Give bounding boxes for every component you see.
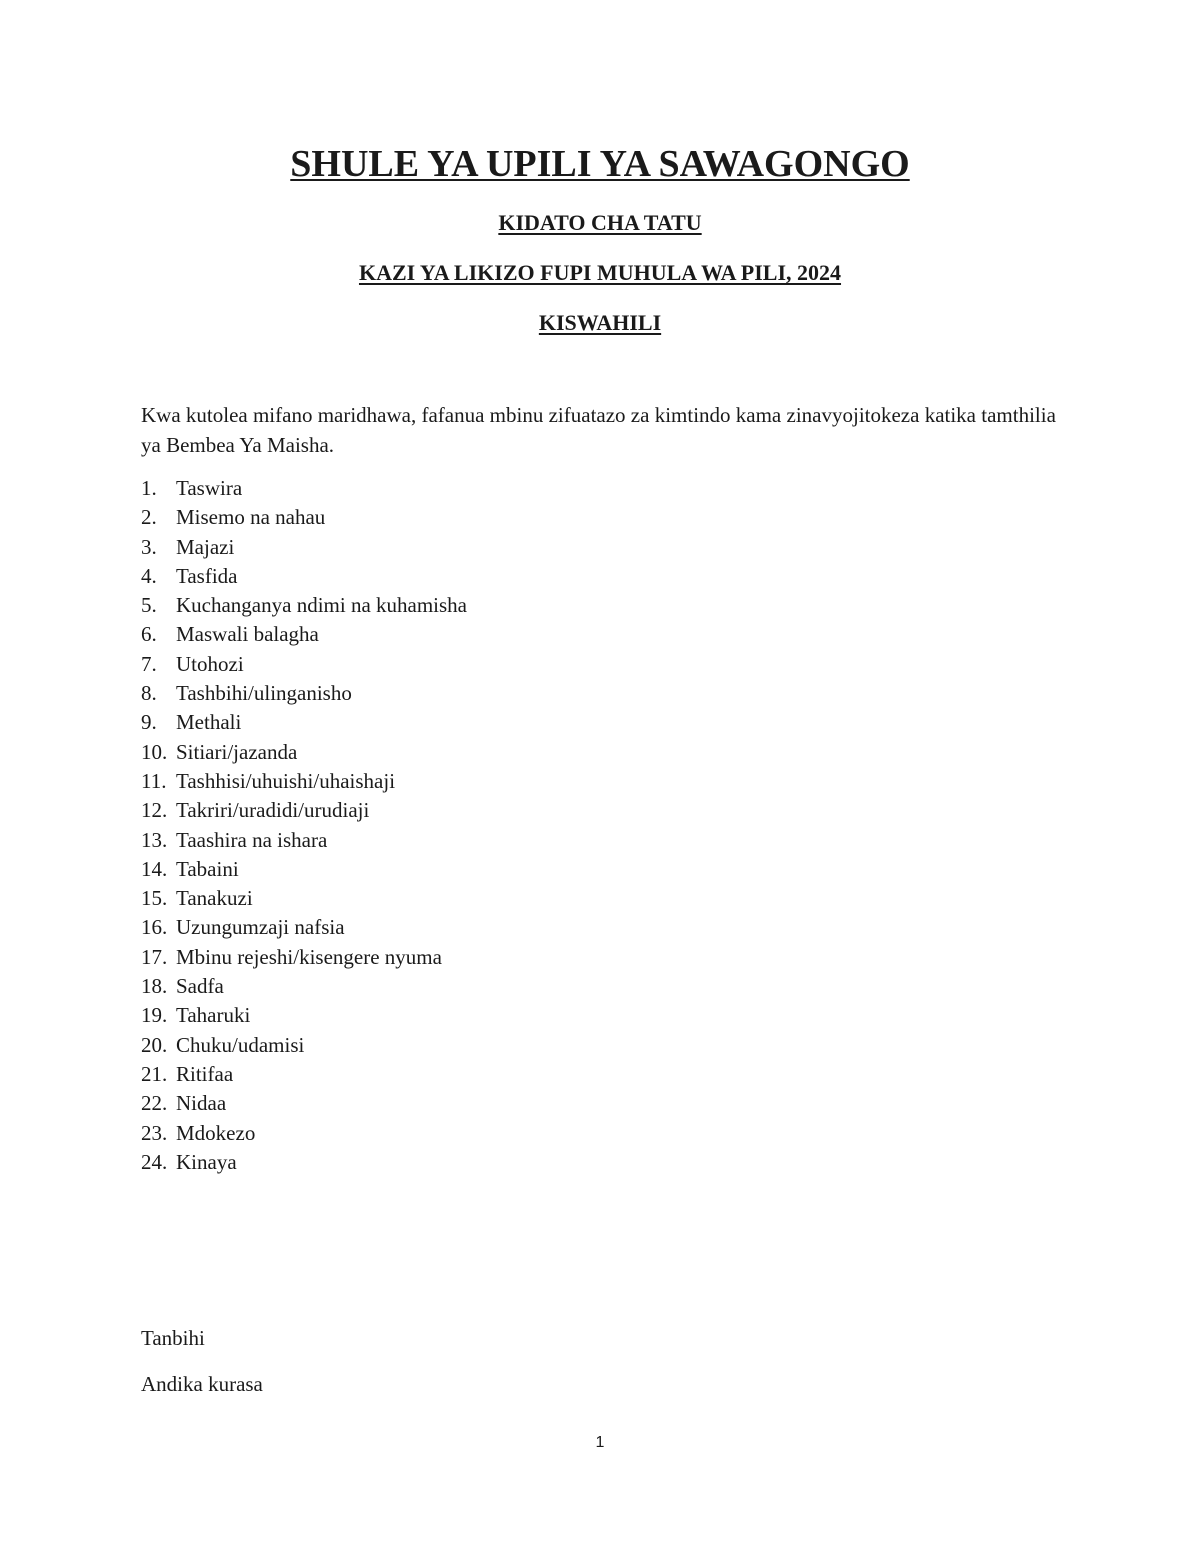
- list-item-number: 14.: [141, 856, 168, 881]
- list-item-label: Mbinu rejeshi/kisengere nyuma: [176, 944, 442, 969]
- list-item-label: Tashbihi/ulinganisho: [176, 681, 352, 706]
- list-item-label: Ritifaa: [176, 1061, 234, 1086]
- list-item-number: 6.: [141, 622, 157, 647]
- list-item-label: Taashira na ishara: [176, 827, 328, 852]
- list-item: [141, 738, 467, 767]
- list-item-label: Taharuki: [176, 1003, 251, 1028]
- list-item-number: 1.: [141, 476, 157, 500]
- note-body: Andika kurasa: [141, 1372, 263, 1396]
- list-item-label: Misemo na nahau: [176, 505, 326, 530]
- list-item-label: Tanakuzi: [176, 886, 253, 911]
- note-title: Tanbihi: [141, 1326, 205, 1350]
- form-level: KIDATO CHA TATU: [498, 210, 702, 235]
- list-item-number: 22.: [141, 1091, 168, 1116]
- page-number: 1: [595, 1434, 605, 1451]
- list-item-number: 16.: [141, 915, 168, 940]
- list-item: [141, 943, 467, 972]
- list-item: [141, 503, 467, 532]
- list-item: [141, 1089, 467, 1118]
- list-item-number: 23.: [141, 1120, 168, 1145]
- list-item: [141, 620, 467, 649]
- list-item-label: Tashhisi/uhuishi/uhaishaji: [176, 768, 396, 793]
- list-item-label: Chuku/udamisi: [176, 1032, 305, 1057]
- list-item-number: 10.: [141, 739, 168, 764]
- list-item: [141, 474, 467, 503]
- list-item: [141, 533, 467, 562]
- list-item-number: 12.: [141, 798, 168, 823]
- list-item: [141, 650, 467, 679]
- list-item: [141, 972, 467, 1001]
- list-item-number: 8.: [141, 681, 157, 706]
- stylistic-devices-list: [141, 474, 467, 1177]
- list-item-number: 19.: [141, 1003, 168, 1028]
- list-item: [141, 826, 467, 855]
- list-item-number: 21.: [141, 1061, 168, 1086]
- list-item-label: Nidaa: [176, 1091, 227, 1116]
- list-item: [141, 708, 467, 737]
- list-item-label: Taswira: [176, 476, 243, 500]
- list-item-number: 17.: [141, 944, 168, 969]
- list-item: [141, 913, 467, 942]
- list-item-number: 9.: [141, 710, 157, 735]
- list-item: [141, 884, 467, 913]
- assignment-title: KAZI YA LIKIZO FUPI MUHULA WA PILI, 2024: [358, 260, 842, 285]
- list-item-label: Methali: [176, 710, 242, 735]
- list-item-number: 24.: [141, 1149, 168, 1174]
- list-item-label: Mdokezo: [176, 1120, 256, 1145]
- list-item: [141, 855, 467, 884]
- list-item-number: 3.: [141, 534, 157, 559]
- list-item: [141, 562, 467, 591]
- school-title: SHULE YA UPILI YA SAWAGONGO: [290, 143, 910, 185]
- list-item-label: Tabaini: [176, 856, 239, 881]
- list-item-number: 20.: [141, 1032, 168, 1057]
- subject-title: KISWAHILI: [538, 310, 662, 335]
- list-item: [141, 1031, 467, 1060]
- list-item-number: 11.: [141, 768, 167, 793]
- list-item-label: Majazi: [176, 534, 235, 559]
- list-item-label: Kuchanganya ndimi na kuhamisha: [176, 593, 468, 618]
- list-item-number: 18.: [141, 974, 168, 999]
- list-item: [141, 679, 467, 708]
- list-item: [141, 591, 467, 620]
- list-item-label: Maswali balagha: [176, 622, 319, 647]
- instruction-text: Kwa kutolea mifano maridhawa, fafanua mbinu zifuatazo za kimtindo kama zinavyojitokeza katika tamthilia ya Bembea Ya Maisha.: [141, 403, 1056, 457]
- list-item-number: 5.: [141, 593, 157, 618]
- list-item: [141, 796, 467, 825]
- list-item-number: 7.: [141, 651, 157, 676]
- list-item-number: 2.: [141, 505, 157, 530]
- list-item-label: Takriri/uradidi/urudiaji: [176, 798, 370, 823]
- list-item-label: Uzungumzaji nafsia: [176, 915, 345, 940]
- list-item-label: Sadfa: [176, 974, 224, 999]
- list-item: [141, 1119, 467, 1148]
- list-item: [141, 767, 467, 796]
- list-item-label: Utohozi: [176, 651, 244, 676]
- list-item-number: 15.: [141, 886, 168, 911]
- list-item: [141, 1060, 467, 1089]
- list-item-label: Sitiari/jazanda: [176, 739, 298, 764]
- list-item-label: Kinaya: [176, 1149, 237, 1174]
- list-item-number: 13.: [141, 827, 168, 852]
- list-item-number: 4.: [141, 563, 157, 588]
- list-item: [141, 1148, 467, 1177]
- list-item-label: Tasfida: [176, 563, 238, 588]
- list-item: [141, 1001, 467, 1030]
